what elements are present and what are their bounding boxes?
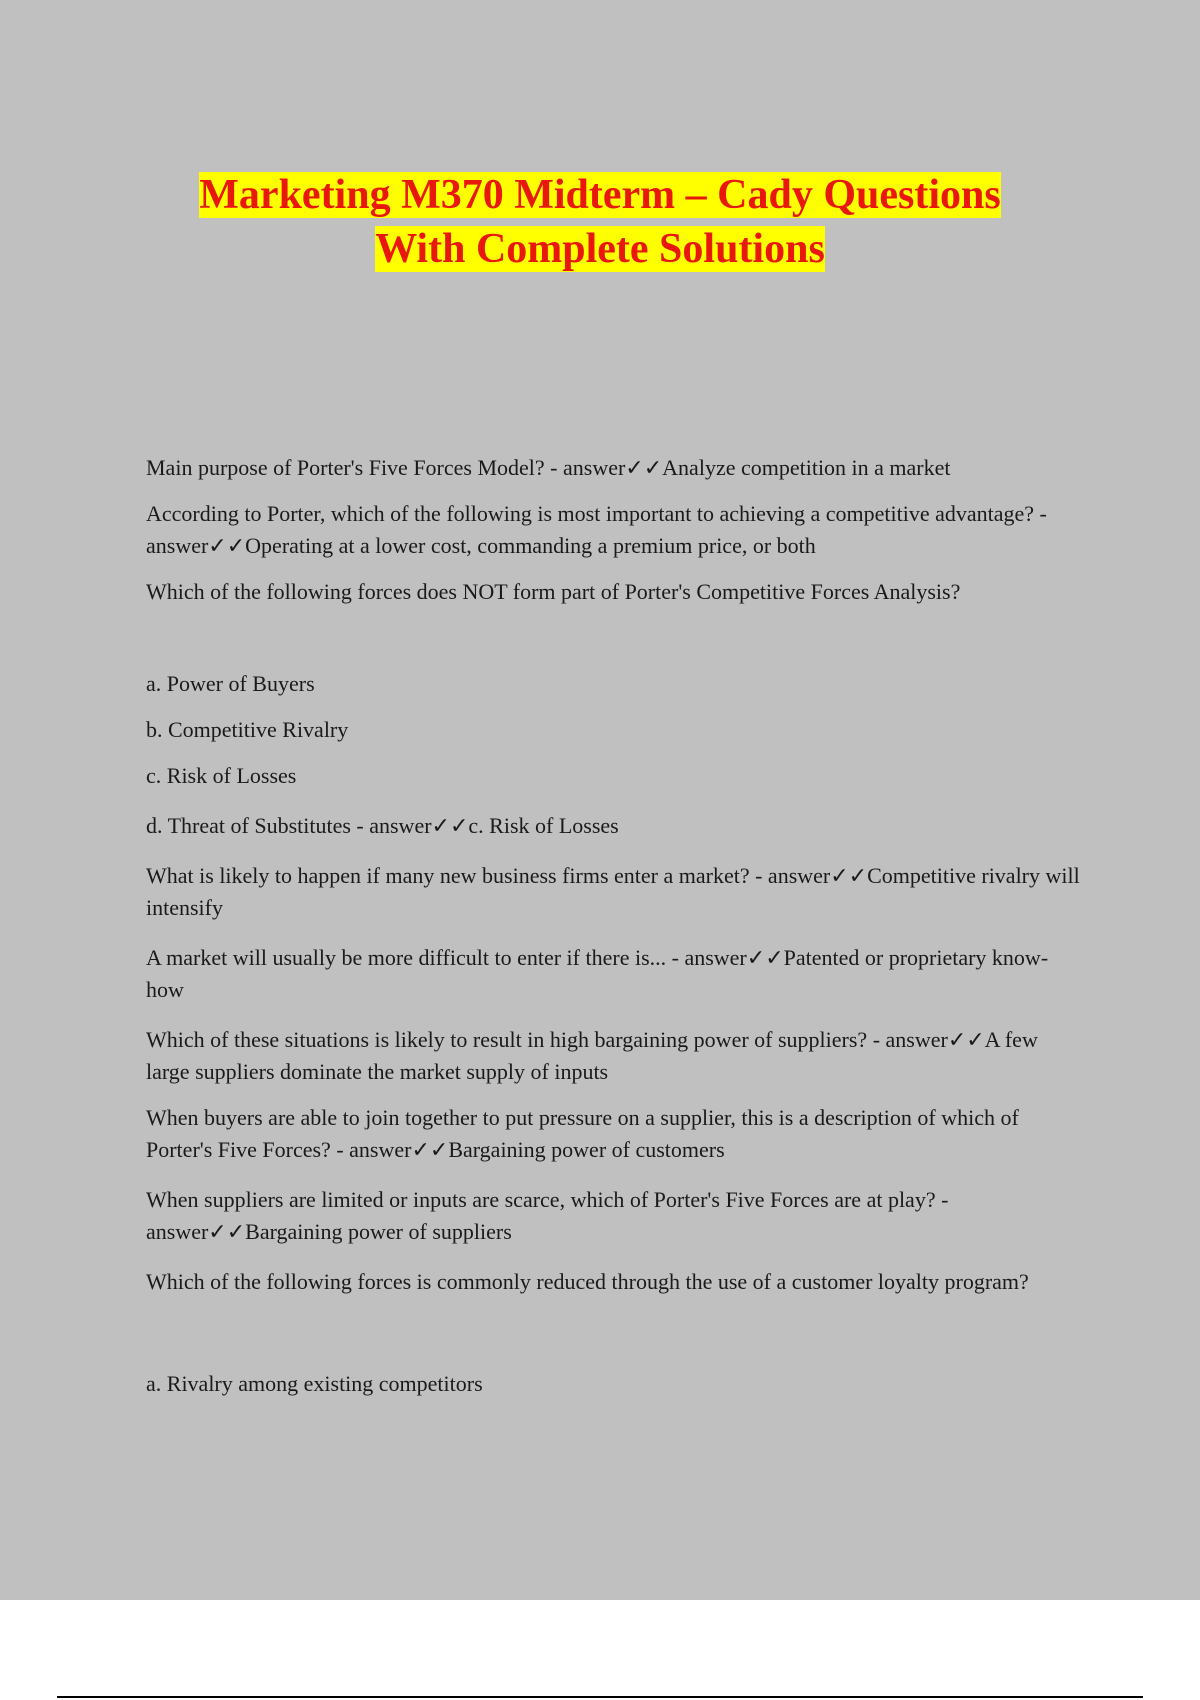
option-paragraph: b. Competitive Rivalry xyxy=(146,717,349,742)
question-paragraph: A market will usually be more difficult to enter if there is... - answer✓✓Patented or proprietary know-how xyxy=(146,945,1049,1002)
question-paragraph: Main purpose of Porter's Five Forces Model? - answer✓✓Analyze competition in a market xyxy=(146,455,951,480)
question-paragraph: When suppliers are limited or inputs are scarce, which of Porter's Five Forces are at play? - answer✓✓Bargaining power of suppliers xyxy=(146,1187,949,1244)
question-paragraph: When buyers are able to join together to put pressure on a supplier, this is a description of which of Porter's Five Forces? - answer✓✓Bargaining power of customers xyxy=(146,1105,1019,1162)
option-paragraph: d. Threat of Substitutes - answer✓✓c. Risk of Losses xyxy=(146,813,619,838)
question-paragraph: Which of these situations is likely to result in high bargaining power of suppliers? - answer✓✓A few large suppliers dominate the market supply of inputs xyxy=(146,1027,1038,1084)
option-paragraph: a. Rivalry among existing competitors xyxy=(146,1371,483,1396)
option-paragraph: a. Power of Buyers xyxy=(146,671,315,696)
document-body xyxy=(146,452,1086,1400)
footer-divider xyxy=(57,1696,1143,1698)
question-paragraph: According to Porter, which of the following is most important to achieving a competitive advantage? - answer✓✓Operating at a lower cost, commanding a premium price, or both xyxy=(146,501,1047,558)
question-paragraph: Which of the following forces is commonly reduced through the use of a customer loyalty program? xyxy=(146,1269,1029,1294)
option-paragraph: c. Risk of Losses xyxy=(146,763,297,788)
question-paragraph: What is likely to happen if many new business firms enter a market? - answer✓✓Competitive rivalry will intensify xyxy=(146,863,1080,920)
question-paragraph: Which of the following forces does NOT form part of Porter's Competitive Forces Analysis? xyxy=(146,579,961,604)
title-line-2: With Complete Solutions xyxy=(375,226,825,272)
title-line-1: Marketing M370 Midterm – Cady Questions xyxy=(199,172,1001,218)
document-title xyxy=(0,168,1200,276)
